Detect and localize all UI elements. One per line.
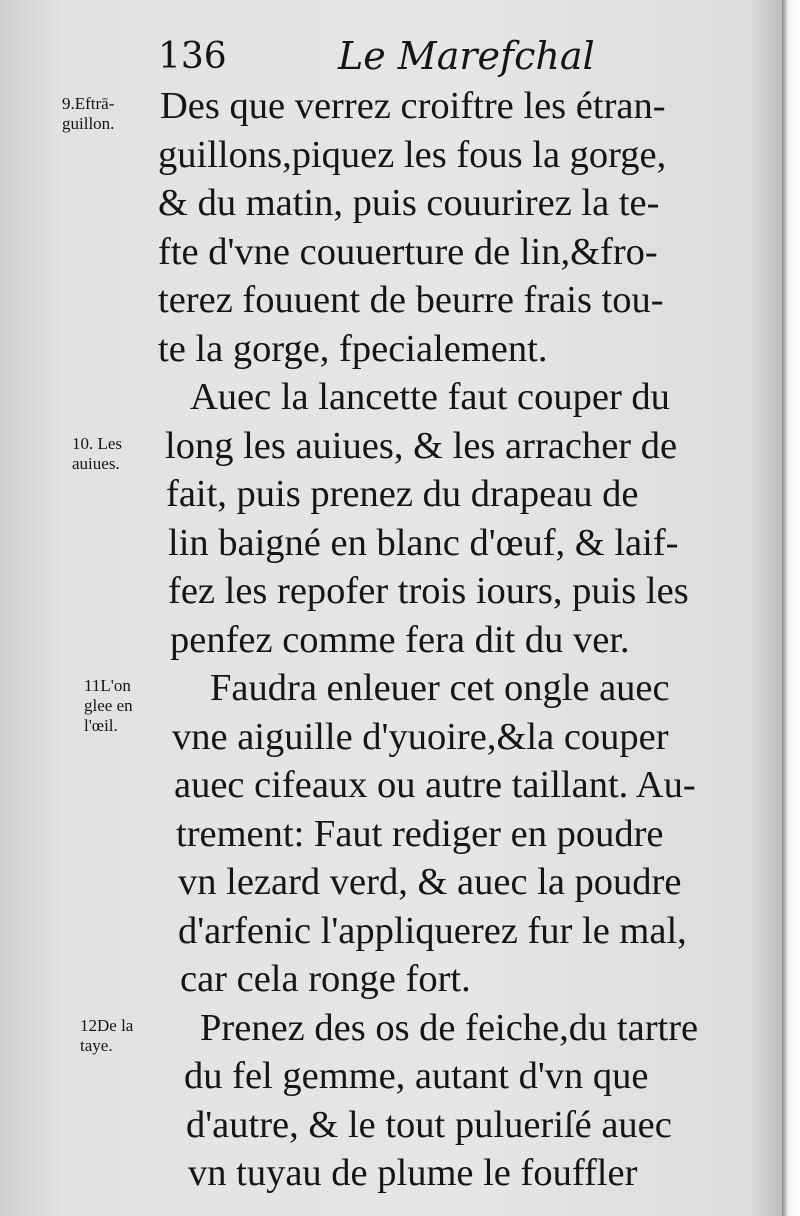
- page-number: 136: [158, 36, 227, 77]
- margin-note-9: [62, 94, 114, 134]
- text-line: vn tuyau de plume le fouffler: [188, 1152, 638, 1194]
- text-line: d'arfenic l'appliquerez fur le mal,: [178, 909, 687, 952]
- text-line: fez les repofer trois iours, puis les: [168, 570, 689, 612]
- text-line: d'autre, & le tout pulueriſé auec: [186, 1103, 672, 1146]
- text-line: terez fouuent de beurre frais tou-: [158, 279, 664, 321]
- margin-note-line: taye.: [80, 1035, 113, 1055]
- margin-note-line: l'œil.: [84, 716, 118, 735]
- margin-note-12: [80, 1016, 133, 1056]
- text-line: car cela ronge fort.: [180, 958, 471, 1000]
- text-line: penfez comme fera dit du ver.: [170, 618, 630, 661]
- text-line: long les auiues, & les arracher de: [165, 424, 678, 467]
- text-line: Auec la lancette faut couper du: [190, 376, 670, 418]
- text-line: guillons,piquez les fous la gorge,: [158, 133, 667, 176]
- margin-note-line: 11L'on: [84, 676, 131, 695]
- text-line: te la gorge, fpecialement.: [158, 327, 548, 370]
- margin-note-line: 10. Les: [72, 433, 123, 453]
- margin-note-line: auiues.: [72, 453, 120, 473]
- margin-note-11: [84, 676, 133, 736]
- text-line: Prenez des os de feiche,du tartre: [200, 1006, 699, 1049]
- text-line: Des que verrez croiftre les étran-: [160, 85, 666, 127]
- margin-note-10: [72, 434, 122, 474]
- page-edge: [782, 0, 800, 1216]
- margin-note-line: glee en: [84, 696, 133, 715]
- text-line: fte d'vne couuerture de lin,&fro-: [158, 230, 658, 273]
- text-line: lin baigné en blanc d'œuf, & laif-: [168, 521, 679, 564]
- text-line: auec cifeaux ou autre taillant. Au-: [174, 764, 696, 806]
- text-line: & du matin, puis couurirez la te-: [158, 182, 660, 224]
- running-title: Le Marefchal: [338, 34, 595, 78]
- text-line: Faudra enleuer cet ongle auec: [210, 667, 670, 709]
- text-line: trement: Faut rediger en poudre: [176, 812, 664, 855]
- margin-note-line: guillon.: [62, 114, 115, 133]
- text-line: fait, puis prenez du drapeau de: [166, 473, 639, 515]
- margin-note-line: 12De la: [80, 1015, 134, 1035]
- margin-note-line: 9.Eftrā-: [62, 94, 115, 113]
- text-line: vne aiguille d'yuoire,&la couper: [172, 715, 669, 758]
- text-line: du fel gemme, autant d'vn que: [184, 1055, 649, 1097]
- text-line: vn lezard verd, & auec la poudre: [178, 861, 682, 903]
